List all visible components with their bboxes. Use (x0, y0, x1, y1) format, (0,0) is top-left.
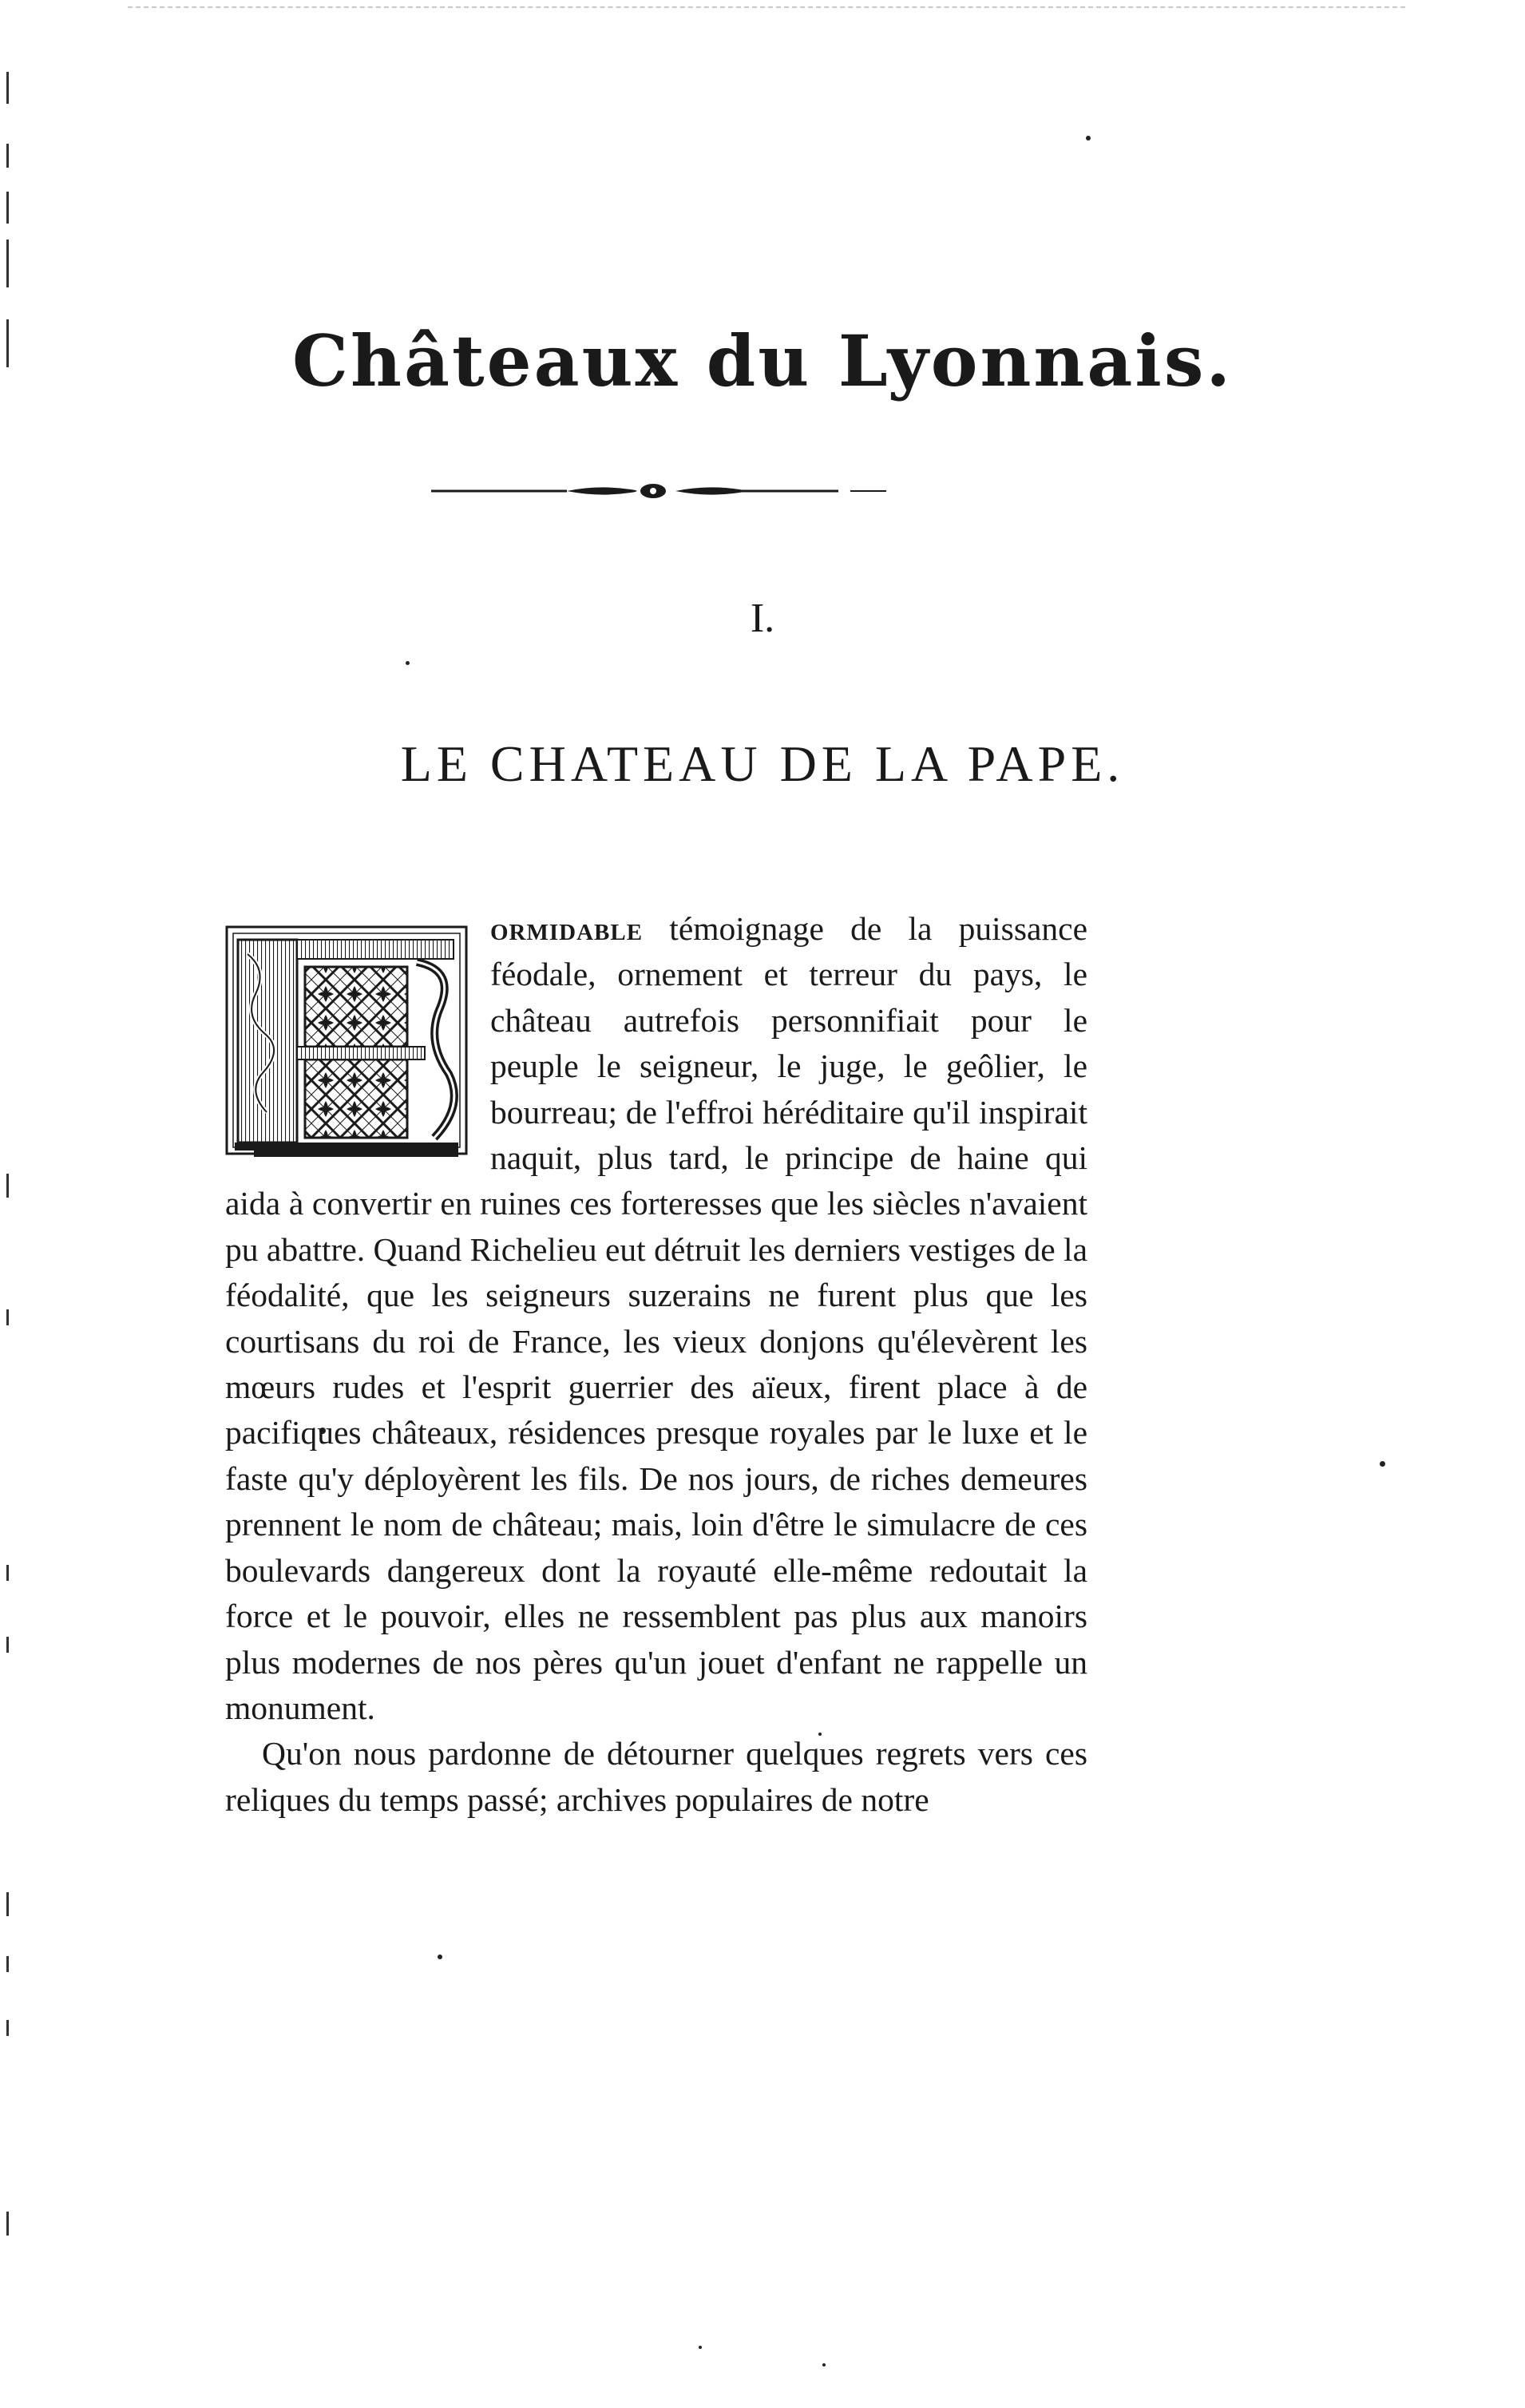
margin-tick (6, 1956, 9, 1972)
dropcap-lead-word: ormidable (490, 910, 644, 947)
margin-tick (6, 1309, 9, 1325)
body-text (225, 906, 1087, 1823)
margin-tick (6, 1565, 9, 1581)
paragraph-text: Qu'on nous pardonne de détourner quelques regrets vers ces reliques du temps passé; archives populaires de notre (225, 1735, 1087, 1818)
paragraph (225, 1731, 1087, 1823)
margin-tick (6, 192, 9, 224)
scan-edge (128, 6, 1405, 8)
paragraph (225, 906, 1087, 1731)
margin-tick (6, 240, 9, 287)
title-ornament-rule (431, 471, 886, 511)
dropcap-letter (303, 1014, 304, 1015)
margin-tick (6, 2020, 9, 2036)
margin-tick (6, 1174, 9, 1198)
speck (438, 1955, 442, 1959)
margin-tick (6, 144, 9, 168)
margin-tick (6, 1892, 9, 1916)
speck (1086, 136, 1091, 141)
speck (406, 661, 410, 665)
margin-tick (6, 1637, 9, 1653)
paragraph-text: témoignage de la puissance féodale, ornement et terreur du pays, le château autrefois personnifiait pour le peuple le seigneur, le juge, le geôlier, le bourreau; de l'effroi héréditaire qu'il inspirait naquit, plus tard, le principe de haine qui aida à convertir en ruines ces forteresses que les siècles n'avaient pu abattre. Quand Richelieu eut détruit les derniers vestiges de la féodalité, que les seigneurs suzerains ne furent plus que les courtisans du roi de France, les vieux donjons qu'élevèrent les mœurs rudes et l'esprit guerrier des aïeux, firent place à de pacifiques châteaux, résidences presque royales par le luxe et le faste qu'y déployèrent les fils. De nos jours, de riches demeures prennent le nom de château; mais, loin d'être le simulacre de ces boulevards dangereux dont la royauté elle-même redoutait la force et le pouvoir, elles ne ressemblent pas plus aux manoirs plus modernes de nos pères qu'un jouet d'enfant ne rappelle un monument. (225, 910, 1087, 1726)
speck (699, 2346, 702, 2349)
speck (1380, 1461, 1385, 1467)
speck (822, 2363, 826, 2366)
margin-tick (6, 72, 9, 104)
book-title: Châteaux du Lyonnais. (291, 319, 1234, 402)
chapter-title: LE CHATEAU DE LA PAPE. (400, 735, 1125, 792)
margin-tick (6, 2212, 9, 2236)
chapter-number: I. (750, 596, 775, 641)
